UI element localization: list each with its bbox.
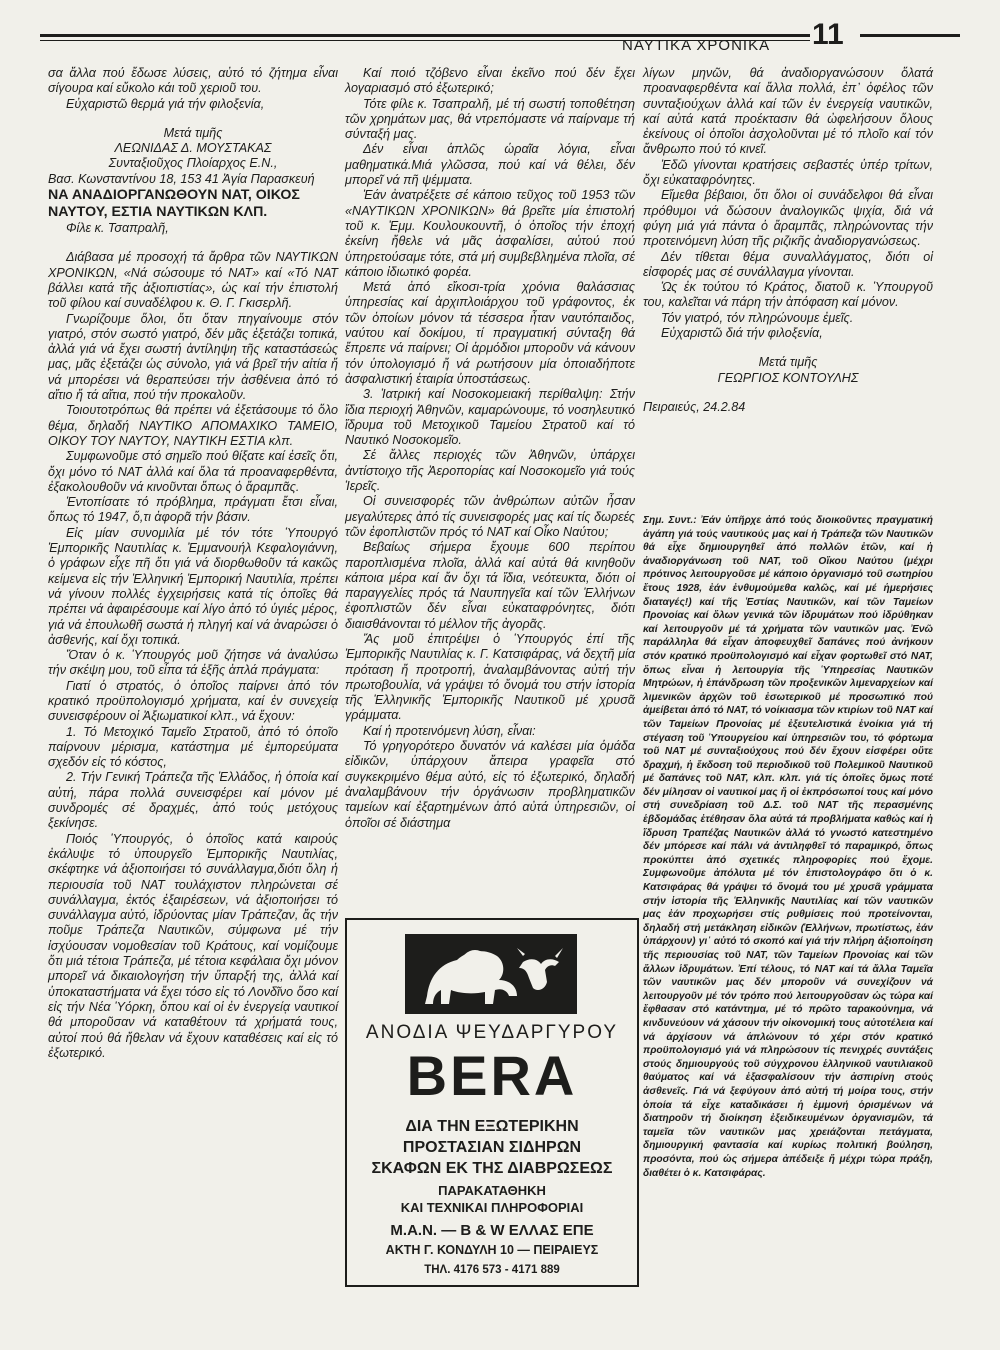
- editor-note-text: Ἐάν ὑπῆρχε ἀπό τούς διοικοῦντες πραγματική ἀγάπη γιά τούς ναυτικούς μας καί ἡ Τράπεζα τῶν Ναυτικῶν θά εἶχε δημιουργηθεῖ ἀπό πολλῶν ἐτῶν, καί ἡ ἀναδιοργάνωση τοῦ ΝΑΤ, τοῦ Οἴκου Ναύτου (μέχρι πρότινος λειτουργοῦσε μέ κάποιο ὀργανισμό τοῦ σωτηρίου ἔτους 1928, ἐάν ἐνθυμούμεθα καλῶς, καί μέ ἡμερήσιες διαταγές!) καί τῆς Ἑστίας Ναυτικῶν, καί τῶν Ταμείων Προνοίας καί ὅλων γενικά τῶν ἱδρυμάτων πού ἱδρύθηκαν καί λειτουργοῦν μέ τά χρήματα τῶν ναυτικῶν μας. Ἐνῶ παράλληλα θά εἶχαν ἀποφευχθεῖ δαπάνες πού ἀνήκουν στόν κρατικό προϋπολογισμό καί εἶχαν φορτωθεῖ στό ΝΑΤ, ὅπως εἶναι ἡ λειτουργία τῆς Ὑπηρεσίας Ναυτικῶν Μητρώων, ἡ ἐπάνδρωση τῶν προξενικῶν λιμεναρχείων καί λιμενικῶν ἀρχῶν τοῦ ἐσωτερικοῦ μέ προσωπικό πού ἀμείβεται ἀπό τό ΝΑΤ, τό νοίκιασμα τῶν κτιρίων τοῦ ΝΑΤ καί τῶν Ταμείων Προνοίας μέ ἐξευτελιστικά ἐνοίκια γιά τή στέγαση τοῦ Ὑπουργείου καί ὑπηρεσιῶν του, τό φόρτωμα τοῦ ΝΑΤ μέ συνταξιούχους πού δέν ἔχουν εἰσφέρει οὔτε δραχμή, ἡ ἔκδοση τοῦ περιοδικοῦ τοῦ Πολεμικοῦ Ναυτικοῦ μέ δαπάνες τοῦ ΝΑΤ, κλπ. κλπ. γιά τίς ὁποῖες ὅμως ποτέ δέν μίλησαν οἱ ναυτικοί μας ἤ οἱ ἐκπρόσωποί τους καί μόνο στή συνεδρίαση τοῦ Δ.Σ. τοῦ ΝΑΤ τῆς περασμένης ἑβδομάδας ἐτέθησαν ὅλα αὐτά τά προβλήματα καθώς καί ἡ ἵδρυση Τραπέζας Ναυτικῶν ἀλλά τό γνωστό κατεστημένο δέν μπόρεσε καί πάλι νά ἀντιληφθεῖ τό παραμικρό, ὅπως προκύπτει ἀπό σχετικές πληροφορίες πού ἔχομε. Συμφωνοῦμε ἀπόλυτα μέ τόν ἐπιστολογράφο ὅτι ὁ κ. Κατσιφάρας θά γράψει τό ὄνομά του μέ χρυσᾶ γράμματα στήν ἱστορία τῆς Ἑλληνικῆς Ναυτιλίας καί τῶν ναυτικῶν μας ἐάν προχωρήσει στίς ρυθμίσεις πού προτείνονται, δηλαδή στή μετάκληση εἰδικῶν (Ἑλλήνων, πρωτίστως, ἐάν ὑπάρχουν) γι᾽ αὐτό τό σκοπό καί γιά τήν πλήρη ἀξιοποίηση τῆς περιουσίας τοῦ ΝΑΤ, τῶν Ταμείων Προνοίας καί τῶν ἄλλων ἱδρυμάτων. Ἐπί τέλους, τό ΝΑΤ καί τά ἄλλα Ταμεῖα τῶν ναυτικῶν μας δέν μποροῦν νά συνεχίζουν νά λειτουργοῦν μέ τόν τρόπο πού λειτουργοῦσαν ὡς τώρα καί ἔφθασαν στό κατάντημα, μέ τό πρῶτο ταρακούνημα, νά κινδυνεύουν νά χάσουν τήν οἰκονομική τους αὐτοτέλεια καί νά ἀρχίσουν νά ἁπλώνουν τό χέρι στόν κρατικό προϋπολογισμό γιά νά πληρώσουν τίς πενιχρές συντάξεις στούς δημιουργούς τοῦ σύγχρονου ἑλληνικοῦ ναυτιλιακοῦ θαύματος καί νά ἐξασφαλίσουν τήν ἀσπιρίνη στούς ἀσθενεῖς. Γιά νά ξεφύγουν ἀπό αὐτή τή μοίρα τους, στήν ὁποία τά εἶχε καταδικάσει ἡ ἐμμονή ὁρισμένων νά διατηροῦν τή διοίκηση ἐξειδικευμένων ὀργανισμῶν, τά ταμεῖα τῶν ναυτικῶν μας χρειάζονται πετάγματα, δημιουργική φαντασία καί κυρίως πολιτική βούληση, προσόντα, πού ὡς σήμερα ἀπέδειξε ἤ μέχρι τώρα πράξη, διαθέτει ὁ κ. Κατσιφάρας.: [643, 515, 933, 1179]
- magazine-title: ΝΑΥΤΙΚΑ ΧΡΟΝΙΚΑ: [622, 37, 771, 54]
- article-greeting: Φίλε κ. Τσαπραλῆ,: [66, 221, 169, 236]
- signature-name: ΓΕΩΡΓΙΟΣ ΚΟΝΤΟΥΛΗΣ: [717, 370, 859, 385]
- ad-purpose-line: ΔΙΑ ΤΗΝ ΕΞΩΤΕΡΙΚΗΝ: [405, 1118, 579, 1135]
- article-paragraph: Εἴμεθα βέβαιοι, ὅτι ὅλοι οἱ συνάδελφοι θά εἶναι πρόθυμοι νά δώσουν ἀναλογικῶς ψιχία, διά νά φύγη μιά γιά πάντα ὁ ἄραμπᾶς, πληρώνοντας τήν προτεινόμενη λύση τῆς ριζικῆς ἀναδιοργανώσεως.: [643, 188, 933, 249]
- signature-regards: Μετά τιμῆς: [758, 355, 818, 370]
- article-paragraph: Τοιουτοτρόπως θά πρέπει νά ἐξετάσουμε τό ὅλο θέμα, δηλαδή ΝΑΥΤΙΚΟ ΑΠΟΜΑΧΙΚΟ ΤΑΜΕΙΟ, ΟΙΚΟΥ ΤΟΥ ΝΑΥΤΟΥ, ΝΑΥΤΙΚΗ ΕΣΤΙΑ κλπ.: [48, 403, 338, 448]
- article-paragraph: Τό γρηγορότερο δυνατόν νά καλέσει μία ὁμάδα εἰδικῶν, ὑπάρχουν ἄπειρα γραφεῖα στό συγκεκριμένο θέμα αὐτό, εἰς τό ἐξωτερικό, δηλαδή ἀναλαμβάνουν τήν ὀργάνωσιν προβληματικῶν ταμείων καί ἐξαρτημένων ἀπό αὐτά ὑπηρεσιῶν, οἱ ὁποῖοι σέ διάστημα: [345, 739, 635, 830]
- article-paragraph: Καί ποιό τζόβενο εἶναι ἐκεῖνο πού δέν ἔχει λογαριασμό στό ἐξωτερικό;: [345, 66, 635, 96]
- bull-and-lion-logo-icon: [405, 934, 577, 1014]
- letter1-thanks: Εὐχαριστῶ θερμά γιά τήν φιλοξενία,: [66, 96, 265, 111]
- article-paragraph: Δέν εἶναι ἁπλῶς ὡραῖα λόγια, εἶναι μαθηματικά.Μιά γλῶσσα, πού καί νά θέλει, δέν μπορεῖ νά πῆ ψέμματα.: [345, 142, 635, 188]
- article-paragraph: Ἄς μοῦ ἐπιτρέψει ὁ Ὑπουργός ἐπί τῆς Ἐμπορικῆς Ναυτιλίας κ. Γ. Κατσιφάρας, νά δεχτῆ μία πρόταση ἤ προτροπή, ἀναλαμβάνοντας αὐτή τήν πρωτοβουλία, νά γράψει τό ὄνομά του στήν ἱστορία τῆς Ἑλληνικῆς Ἐμπορικῆς Ναυτικοῦ μέ χρυσᾶ γράμματα.: [345, 631, 635, 723]
- ad-address: ΑΚΤΗ Γ. ΚΟΝΔΥΛΗ 10 — ΠΕΙΡΑΙΕΥΣ: [385, 1243, 599, 1257]
- letter1-title: Συνταξιοῦχος Πλοίαρχος Ε.Ν.,: [108, 156, 278, 171]
- letter1-address: Βασ. Κωνσταντίνου 18, 153 41 Ἁγία Παρασκευή: [48, 171, 315, 186]
- page-number: 11: [812, 18, 844, 51]
- letter1-name: ΛΕΩΝΙΔΑΣ Δ. ΜΟΥΣΤΑΚΑΣ: [114, 141, 272, 156]
- article-paragraph: Διάβασα μέ προσοχή τά ἄρθρα τῶν ΝΑΥΤΙΚΩΝ ΧΡΟΝΙΚΩΝ, «Νά σώσουμε τό ΝΑΤ» καί «Τό ΝΑΤ βάλλει κατά τῆς ἀξιοπιστίας», ὡς καί τήν ἐπιστολή τοῦ φίλου καί συναδέλφου κ. Θ. Γ. Γκισερλῆ.: [48, 250, 338, 311]
- article-paragraph: Ἐντοπίσατε τό πρόβλημα, πράγματι ἔτσι εἶναι, ὅπως τό 1947, ὅ,τι ἀφορᾶ τήν βάσιν.: [48, 495, 338, 525]
- article-heading: ΝΑ ΑΝΑΔΙΟΡΓΑΝΩΘΟΥΝ ΝΑΤ, ΟΙΚΟΣ ΝΑΥΤΟΥ, ΕΣΤΙΑ ΝΑΥΤΙΚΩΝ ΚΛΠ.: [48, 187, 300, 221]
- article-paragraph: 2. Τήν Γενική Τράπεζα τῆς Ἑλλάδος, ἡ ὁποία καί αὐτή, πάρα πολλά συνεισφέρει καί μόνον μέ συνδρομές σέ δραχμές, ἀπό τούς μετόχους ξεκίνησε.: [48, 770, 338, 831]
- ad-service-line: ΠΑΡΑΚΑΤΑΘΗΚΗ: [438, 1183, 546, 1198]
- article-paragraph: Ἐάν ἀνατρέξετε σέ κάποιο τεῦχος τοῦ 1953 τῶν «ΝΑΥΤΙΚΩΝ ΧΡΟΝΙΚΩΝ» θά βρεῖτε μία ἐπιστολή τοῦ κ. Ἐμμ. Κουλουκουντῆ, ὁ ὁποῖος τήν ἐποχή ἐκείνη ἤθελε νά μᾶς ἀσφαλίσει, αὐτού πού ὑπηρετούσαμε τότε, στά μή συμβεβλημένα πλοῖα, σέ κάποιο ἰδιωτικό φορέα.: [345, 188, 635, 279]
- column-3: [643, 66, 933, 415]
- article-paragraph: Εἰς μίαν συνομιλία μέ τόν τότε Ὑπουργό Ἐμπορικῆς Ναυτιλίας κ. Ἐμμανουήλ Κεφαλογιάννη, ὁ γράφων εἶχε πῆ ὅτι γιά νά διορθωθοῦν τά κακῶς κείμενα εἰς τήν Ἑλληνική Ἐμπορική Ναυτιλία, πρέπει νά γίνουν πολλές ἐγχειρήσεις κατά τίς ὁποῖες θά πρέπει νά ἀφαιρέσουμε καί λίγο ἀπό τό ὑγιές μέρος, γιά νά ἐπουλωθῆ σωστά ἡ πληγή καί νά ἀναρώσει ὁ ἀσθενής, καί ὄχι τοπικά.: [48, 525, 338, 647]
- letter1-closing: σα ἄλλα πού ἔδωσε λύσεις, αὐτό τό ζήτημα εἶναι σίγουρα καί εὔκολο κάι τοῦ χεριοῦ του.: [48, 66, 338, 96]
- header-rule-right: [860, 34, 960, 37]
- article-paragraph: Ποιός Ὑπουργός, ὁ ὁποῖος κατά καιρούς ἐκάλυψε τό ὑπουργεῖο Ἐμπορικῆς Ναυτιλίας, σκέφτηκε νά ἀξιοποιήσει τό συνάλλαγμα,διότι ὅλη ἡ περιουσία τοῦ ΝΑΤ τουλάχιστον πληρώνεται σέ συνάλλαγμα, ἐκτός ἐξαιρέσεων, νά ἀξιοποιήσει τό συνάλλαγμα αὐτό, ἱδρύοντας μίαν Τράπεζαν, ἄς τήν ποῦμε Τράπεζα Ναυτικῶν, σύμφωνα μέ τήν ἰσχύουσαν νομοθεσίαν τοῦ Κράτους, καί νομίζουμε ὅτι μιά τέτοια Τράπεζα, μέ τέτοια κεφάλαια ὄχι μόνον μπορεῖ νά δικαιολογήση τήν ὕπαρξή της, ἀλλά καί ὑποκαταστήματα νά ἔχει τόσο εἰς τό Λονδῖνο ὅσο καί εἰς τήν Νέα Ὑόρκη, ὅπου καί οἱ ἐν ἐνεργείᾳ ναυτικοί θά μποροῦσαν νά καταθέτουν τά χρήματά τους, αὐτοί πού θά ἤθελαν νά ἔχουν καταθέσεις καί εἰς τό ἐξωτερικό.: [48, 831, 338, 1060]
- article-paragraph: Συμφωνοῦμε στό σημεῖο πού θίξατε καί ἐσεῖς ὅτι, ὄχι μόνο τό ΝΑΤ ἀλλά καί ὅλα τά προαναφερθέντα, ἐξακολουθοῦν νά κινοῦνται ὅπως ὁ ἄραμπᾶς.: [48, 449, 338, 494]
- ad-service-line: ΚΑΙ ΤΕΧΝΙΚΑΙ ΠΛΗΡΟΦΟΡΙΑΙ: [400, 1200, 584, 1215]
- ad-purpose-line: ΣΚΑΦΩΝ ΕΚ ΤΗΣ ΔΙΑΒΡΩΣΕΩΣ: [371, 1160, 613, 1177]
- place-date: Πειραιεύς, 24.2.84: [643, 399, 746, 414]
- article-paragraph: Σέ ἄλλες περιοχές τῶν Ἀθηνῶν, ὑπάρχει ἀντίστοιχο τῆς Ἀεροπορίας καί Νοσοκομεῖο γιά τούς Ἱερεῖς.: [345, 448, 635, 494]
- bera-advertisement: [345, 918, 639, 1287]
- article-paragraph: Τότε φίλε κ. Τσαπραλῆ, μέ τή σωστή τοποθέτηση τῶν χρημάτων μας, θά ντρεπόμαστε νά παίρναμε τή σύνταξή μας.: [345, 96, 635, 142]
- ad-company: Μ.Α.Ν. — Β & W ΕΛΛΑΣ ΕΠΕ: [390, 1222, 594, 1239]
- column-2: [345, 66, 635, 831]
- article-paragraph: Καί ἡ προτεινόμενη λύση, εἶναι:: [363, 723, 536, 738]
- ad-brand: BERA: [406, 1044, 578, 1107]
- ad-services: [347, 1182, 637, 1216]
- ad-purpose: [347, 1116, 637, 1179]
- article-paragraph: 3. Ἰατρική καί Νοσοκομειακή περίθαλψη: Στήν ἴδια περιοχή Ἀθηνῶν, καμαρώνουμε, τό νοσηλευτικό ἵδρυμα τοῦ Μετοχικοῦ Ταμείου Στρατοῦ καί τό Ναυτικό Νοσοκομεῖο.: [345, 387, 635, 448]
- article-paragraph: λίγων μηνῶν, θά ἀναδιοργανώσουν ὅλατά προαναφερθέντα καί ἄλλα πολλά, ἐπ᾽ ὀφέλος τῶν συνταξιούχων ἀλλά καί τῶν ἐν ἐνεργείᾳ ναυτικῶν, καί αὐτά κατά προέκτασιν θά ὠφελήσουν ὅλους ἐκείνους οἱ ὁποῖοι ἀσχολοῦνται μέ τό πλοῖο καί τόν ἄνθρωπο πού τό κινεῖ.: [643, 66, 933, 157]
- article-paragraph: Γνωρίζουμε ὅλοι, ὅτι ὅταν πηγαίνουμε στόν γιατρό, στόν σωστό γιατρό, δέν μᾶς ἐξετάζει τοπικά, ἀλλά γιά νά ἔχει σωστή ἀντίληψη τῆς καταστάσεώς μας, μᾶς ἐξετάζει ὡς σύνολο, γιά νά βρεῖ τήν αἰτία ἤ νά μπορέσει νά θεραπεύσει τήν ἀσθένεια ἀπό τό αἴτιο ἤ τά αἴτια, πού τήν προκαλοῦν.: [48, 311, 338, 403]
- editor-note: [643, 514, 933, 1180]
- ad-phone: ΤΗΛ. 4176 573 - 4171 889: [424, 1264, 560, 1276]
- article-paragraph: Οἱ συνεισφορές τῶν ἀνθρώπων αὐτῶν ἦσαν μεγαλύτερες ἀπό τίς συνεισφορές μας καί τίς δωρεές τῶν ἐφοπλιστῶν πρός τό ΝΑΤ καί Οἶκο Ναύτου;: [345, 494, 635, 539]
- article-paragraph: Γιατί ὁ στρατός, ὁ ὁποῖος παίρνει ἀπό τόν κρατικό προϋπολογισμό χρήματα, καί ἐν συνεχείᾳ συνεισφέρουν οἱ Ἀξιωματικοί κλπ., νά ἔχουν:: [48, 678, 338, 724]
- ad-purpose-line: ΠΡΟΣΤΑΣΙΑΝ ΣΙΔΗΡΩΝ: [402, 1139, 582, 1156]
- article-paragraph: Εὐχαριστῶ διά τήν φιλοξενία,: [661, 326, 823, 341]
- article-paragraph: Ἐδῶ γίνονται κρατήσεις σεβαστές ὑπέρ τρίτων, ὄχι εὐκαταφρόνητες.: [643, 157, 933, 188]
- article-paragraph: Ὡς ἐκ τούτου τό Κράτος, διατοῦ κ. Ὑπουργοῦ του, καλεῖται νά πάρη τήν ἀπόφαση καί μόνον.: [643, 280, 933, 310]
- article-paragraph: Δέν τίθεται θέμα συναλλάγματος, διότι οἱ εἰσφορές μας σέ συνάλλαγμα γίνονται.: [643, 249, 933, 279]
- article-paragraph: Τόν γιατρό, τόν πληρώνουμε ἐμεῖς.: [661, 310, 854, 325]
- article-paragraph: Ὅταν ὁ κ. Ὑπουργός μοῦ ζήτησε νά ἀναλύσω τήν σκέψη μου, τοῦ εἶπα τά ἑξῆς ἁπλά πράγματα:: [48, 648, 338, 678]
- article-paragraph: Βεβαίως σήμερα ἔχουμε 600 περίπου παροπλισμένα πλοῖα, ἀλλά καί αὐτά θά κινηθοῦν κάποια μέρα καί ἄν ὄχι τά ἴδια, νεότευκτα, διότι οἱ παραγγελίες πρός τά Ναυπηγεῖα καί τῶν Ἑλλήνων ἐφοπλιστῶν δέν εἶναι εὐκαταφρόνητες, διότι διαισθάνονται τό μέλλον τῆς ἀγορᾶς.: [345, 540, 635, 631]
- letter1-regards: Μετά τιμῆς: [163, 125, 223, 140]
- article-paragraph: 1. Τό Μετοχικό Ταμεῖο Στρατοῦ, ἀπό τό ὁποῖο παίρνουν μέρισμα, κατάστημα μέ ἐμπορεύματα σχεδόν εἰς τό κόστος,: [48, 724, 338, 770]
- article-paragraph: Μετά ἀπό εἴκοσι-τρία χρόνια θαλάσσιας ὑπηρεσίας καί ἀρχιπλοιάρχου τοῦ γράφοντος, ἐκ τῶν ὁποίων μόνον τά τέσσερα ἦταν ναυτόπαιδος, ναύτου καί δοκίμου, τί πραγματική σύνταξη θά ἔπρεπε νά παίρνει; Οἱ ἁρμόδιοι μποροῦν νά κάνουν τόν ὑπολογισμό ἤ νά ρωτήσουν μία ὁποιαδήποτε ἀσφαλιστική ἑταιρία ὑποστάσεως.: [345, 280, 635, 386]
- column-1: [48, 66, 338, 1061]
- ad-product-line: ΑΝΟΔΙΑ ΨΕΥΔΑΡΓΥΡΟΥ: [365, 1022, 619, 1043]
- editor-note-label: Σημ. Συντ.:: [643, 515, 697, 526]
